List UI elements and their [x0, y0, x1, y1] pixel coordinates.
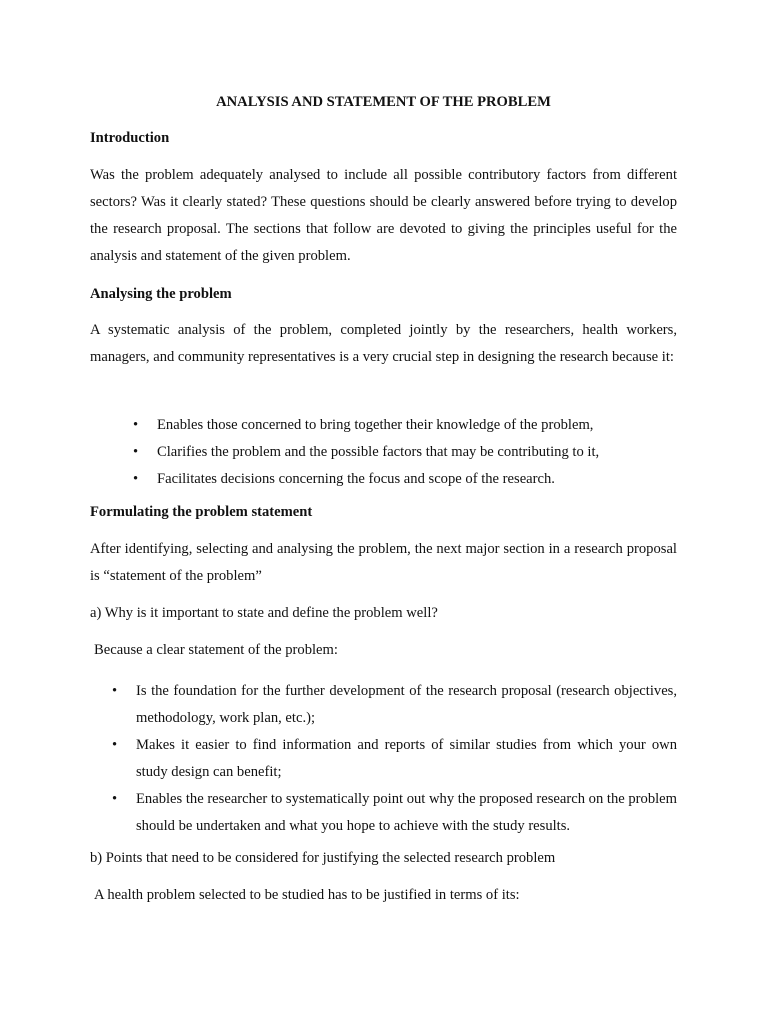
list-item	[112, 786, 678, 840]
list-item	[133, 466, 677, 493]
paragraph-formulating: After identifying, selecting and analysing the problem, the next major section in a research proposal is “statement of the problem”	[90, 541, 677, 584]
list-item-text: Makes it easier to find information and reports of similar studies from which your own study design can benefit;	[136, 737, 677, 780]
bullet-list-analysing	[133, 412, 677, 493]
list-item	[112, 732, 677, 786]
bullet-glyph: •	[112, 683, 118, 699]
justify-intro: A health problem selected to be studied has to be justified in terms of its:	[94, 887, 520, 903]
bullet-glyph: •	[112, 737, 118, 753]
document-title: ANALYSIS AND STATEMENT OF THE PROBLEM	[216, 94, 551, 110]
heading-introduction: Introduction	[90, 130, 170, 146]
heading-formulating-problem-statement: Formulating the problem statement	[90, 504, 313, 520]
question-a: a) Why is it important to state and define the problem well?	[90, 605, 438, 621]
bullet-glyph: •	[133, 444, 139, 460]
paragraph-analysing: A systematic analysis of the problem, completed jointly by the researchers, health workers, managers, and community representatives is a very crucial step in designing the research because it:	[90, 322, 677, 365]
bullet-glyph: •	[133, 417, 139, 433]
because-intro: Because a clear statement of the problem:	[94, 642, 338, 658]
list-item-text: Enables those concerned to bring together their knowledge of the problem,	[157, 417, 594, 433]
list-item-text: Is the foundation for the further development of the research proposal (research objectives, methodology, work plan, etc.);	[136, 683, 677, 726]
list-item	[112, 678, 677, 732]
list-item	[133, 412, 677, 439]
list-item-text: Facilitates decisions concerning the focus and scope of the research.	[157, 471, 555, 487]
heading-analysing-the-problem: Analysing the problem	[90, 286, 232, 302]
bullet-glyph: •	[133, 471, 139, 487]
list-item-text: Clarifies the problem and the possible factors that may be contributing to it,	[157, 444, 600, 460]
list-item-text: Enables the researcher to systematically point out why the proposed research on the problem should be undertaken and what you hope to achieve with the study results.	[136, 791, 678, 834]
paragraph-introduction: Was the problem adequately analysed to include all possible contributory factors from different sectors? Was it clearly stated? These questions should be clearly answered before trying to develop the research proposal. The sections that follow are devoted to giving the principles useful for the analysis and statement of the given problem.	[90, 167, 677, 264]
question-b: b) Points that need to be considered for justifying the selected research problem	[90, 850, 556, 866]
list-item	[133, 439, 677, 466]
bullet-glyph: •	[112, 791, 118, 807]
bullet-list-problem-statement	[112, 678, 678, 840]
